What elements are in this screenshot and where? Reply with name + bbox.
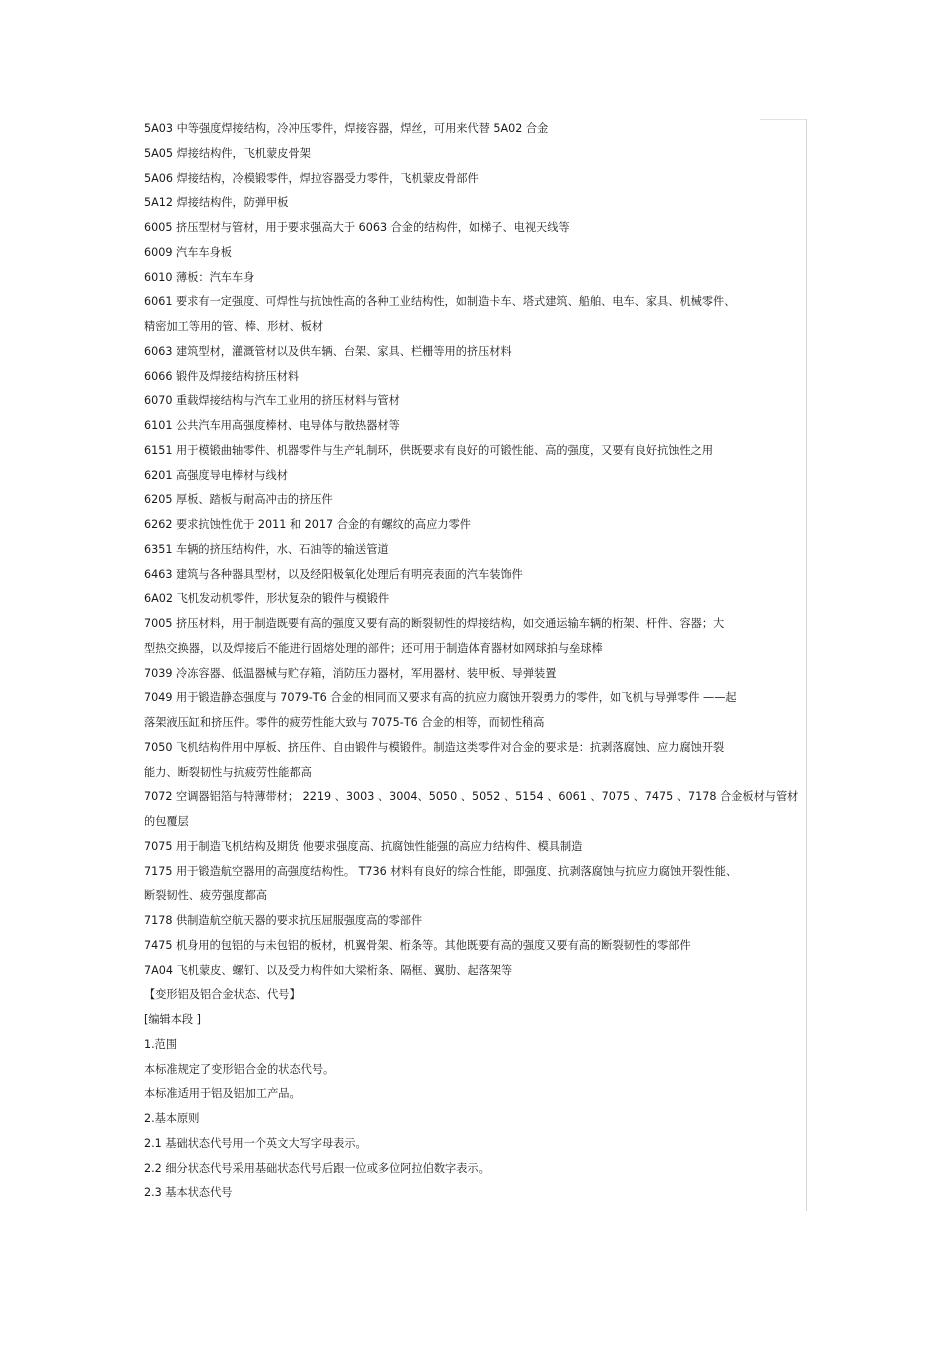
text-line: 6262 要求抗蚀性优于 2011 和 2017 合金的有螺纹的高应力零件 (144, 518, 471, 531)
text-line: 6151 用于模锻曲轴零件、机器零件与生产轧制环，供既要求有良好的可锻性能、高的强度，又要有良好抗蚀性之用 (144, 443, 714, 457)
text-line: 7175 用于锻造航空器用的高强度结构性。 T736 材料有良好的综合性能，即强度、抗剥落腐蚀与抗应力腐蚀开裂性能、 (144, 864, 738, 878)
text-line: 6070 重载焊接结构与汽车工业用的挤压材料与管材 (144, 394, 400, 408)
text-line: 6463 建筑与各种器具型材，以及经阳极氧化处理后有明亮表面的汽车装饰件 (144, 567, 523, 581)
text-line: 7039 冷冻容器、低温器械与贮存箱，消防压力器材，军用器材、装甲板、导弹装置 (144, 666, 557, 680)
text-line: 7050 飞机结构件用中厚板、挤压件、自由锻件与模锻件。制造这类零件对合金的要求是：抗剥落腐蚀、应力腐蚀开裂 (144, 740, 725, 754)
text-line: 7A04 飞机蒙皮、螺钉、以及受力构件如大梁桁条、隔框、翼肋、起落架等 (144, 963, 513, 977)
text-line: 2.基本原则 (144, 1112, 200, 1125)
text-line: 2.3 基本状态代号 (144, 1186, 233, 1200)
text-line: 6010 薄板：汽车车身 (144, 270, 255, 284)
text-line: 断裂韧性、疲劳强度都高 (144, 889, 268, 903)
text-line: 5A06 焊接结构，冷模锻零件，焊拉容器受力零件，飞机蒙皮骨部件 (144, 171, 479, 185)
text-line: 6066 锻件及焊接结构挤压材料 (144, 369, 300, 383)
text-line: 5A05 焊接结构件，飞机蒙皮骨架 (144, 146, 311, 160)
text-line: 7005 挤压材料，用于制造既要有高的强度又要有高的断裂韧性的焊接结构，如交通运输车辆的桁架、杆件、容器；大 (144, 617, 725, 630)
text-line: 精密加工等用的管、棒、形材、板材 (144, 320, 324, 333)
text-line: 6A02 飞机发动机零件，形状复杂的锻件与模锻件 (144, 592, 390, 606)
text-line: 6009 汽车车身板 (144, 245, 232, 259)
text-line: 6205 厚板、踏板与耐高冲击的挤压件 (144, 493, 333, 507)
text-line: 本标准适用于铝及铝加工产品。 (144, 1087, 301, 1101)
text-line: 落架液压缸和挤压件。零件的疲劳性能大致与 7075-T6 合金的相等，而韧性稍高 (144, 716, 545, 729)
text-line: 7072 空调器铝箔与特薄带材； 2219 、3003 、3004、5050 、5052 、5154 、6061 、7075 、7475 、7178 合金板材与管材 (144, 790, 799, 804)
text-line: 2.2 细分状态代号采用基础状态代号后跟一位或多位阿拉伯数字表示。 (144, 1161, 490, 1175)
text-line: [编辑本段 ] (144, 1013, 202, 1026)
text-line: 7475 机身用的包铝的与未包铝的板材，机翼骨架、桁条等。其他既要有高的强度又要有高的断裂韧性的零部件 (144, 938, 691, 952)
text-line: 能力、断裂韧性与抗疲劳性能都高 (144, 765, 312, 779)
text-line: 6005 挤压型材与管材，用于要求强高大于 6063 合金的结构件，如梯子、电视天线等 (144, 221, 570, 234)
text-line: 2.1 基础状态代号用一个英文大写字母表示。 (144, 1136, 367, 1150)
text-line: 7178 供制造航空航天器的要求抗压屈服强度高的零部件 (144, 914, 423, 927)
text-line: 6351 车辆的挤压结构件，水、石油等的输送管道 (144, 542, 389, 556)
text-line: 6201 高强度导电棒材与线材 (144, 468, 288, 482)
text-line: 6063 建筑型材，灌溉管材以及供车辆、台架、家具、栏栅等用的挤压材料 (144, 344, 512, 358)
text-line: 6061 要求有一定强度、可焊性与抗蚀性高的各种工业结构性，如制造卡车、塔式建筑、船舶、电车、家具、机械零件、 (144, 295, 736, 309)
text-line: 6101 公共汽车用高强度棒材、电导体与散热器材等 (144, 419, 400, 432)
text-line: 5A12 焊接结构件，防弹甲板 (144, 196, 289, 210)
text-line: 7075 用于制造飞机结构及期货 他要求强度高、抗腐蚀性能强的高应力结构件、模具制造 (144, 839, 583, 853)
document-body (144, 117, 812, 1206)
text-line: 1.范围 (144, 1037, 178, 1051)
text-line: 【变形铝及铝合金状态、代号】 (144, 988, 301, 1002)
text-line: 7049 用于锻造静态强度与 7079-T6 合金的相同而又要求有高的抗应力腐蚀开裂勇力的零件，如飞机与导弹零件 ——起 (144, 691, 737, 705)
text-line: 型热交换器，以及焊接后不能进行固熔处理的部件；还可用于制造体育器材如网球拍与垒球棒 (144, 641, 603, 655)
text-line: 的包覆层 (144, 815, 189, 828)
text-line: 5A03 中等强度焊接结构，冷冲压零件，焊接容器，焊丝，可用来代替 5A02 合金 (144, 122, 549, 135)
text-line: 本标准规定了变形铝合金的状态代号。 (144, 1062, 335, 1076)
